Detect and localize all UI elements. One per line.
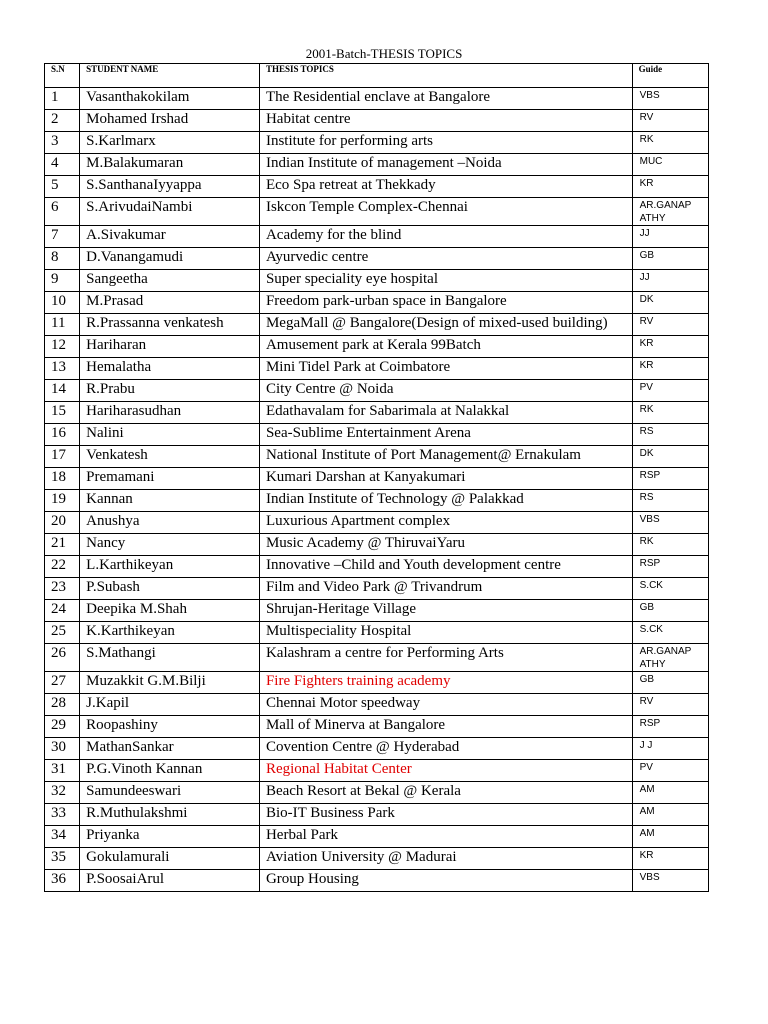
row-thesis-topic: Multispeciality Hospital bbox=[259, 622, 632, 644]
thesis-table bbox=[44, 63, 709, 892]
row-guide: RS bbox=[632, 424, 708, 446]
row-thesis-topic: Chennai Motor speedway bbox=[259, 694, 632, 716]
row-sn: 28 bbox=[45, 694, 80, 716]
row-sn: 11 bbox=[45, 314, 80, 336]
table-row bbox=[45, 314, 709, 336]
row-student-name: Kannan bbox=[80, 490, 260, 512]
row-thesis-topic: Kumari Darshan at Kanyakumari bbox=[259, 468, 632, 490]
table-row bbox=[45, 446, 709, 468]
table-row bbox=[45, 644, 709, 672]
row-thesis-topic: Beach Resort at Bekal @ Kerala bbox=[259, 782, 632, 804]
row-thesis-topic: Indian Institute of Technology @ Palakkad bbox=[259, 490, 632, 512]
row-student-name: P.SoosaiArul bbox=[80, 870, 260, 892]
row-sn: 30 bbox=[45, 738, 80, 760]
table-row bbox=[45, 848, 709, 870]
document-title: 2001-Batch-THESIS TOPICS bbox=[305, 46, 463, 61]
header-student-name: STUDENT NAME bbox=[80, 64, 260, 88]
row-thesis-topic: Aviation University @ Madurai bbox=[259, 848, 632, 870]
row-thesis-topic: Bio-IT Business Park bbox=[259, 804, 632, 826]
row-thesis-topic: National Institute of Port Management@ Ernakulam bbox=[259, 446, 632, 468]
table-row bbox=[45, 336, 709, 358]
row-guide: RK bbox=[632, 132, 708, 154]
row-guide: GB bbox=[632, 600, 708, 622]
row-guide: AM bbox=[632, 782, 708, 804]
row-sn: 13 bbox=[45, 358, 80, 380]
row-guide: KR bbox=[632, 358, 708, 380]
row-sn: 35 bbox=[45, 848, 80, 870]
row-student-name: S.SanthanaIyyappa bbox=[80, 176, 260, 198]
row-sn: 27 bbox=[45, 672, 80, 694]
row-student-name: D.Vanangamudi bbox=[80, 248, 260, 270]
row-student-name: K.Karthikeyan bbox=[80, 622, 260, 644]
table-row bbox=[45, 132, 709, 154]
row-student-name: M.Balakumaran bbox=[80, 154, 260, 176]
row-guide: PV bbox=[632, 760, 708, 782]
row-thesis-topic: MegaMall @ Bangalore(Design of mixed-used building) bbox=[259, 314, 632, 336]
row-guide: PV bbox=[632, 380, 708, 402]
row-guide: DK bbox=[632, 292, 708, 314]
row-sn: 4 bbox=[45, 154, 80, 176]
row-sn: 8 bbox=[45, 248, 80, 270]
row-student-name: S.Karlmarx bbox=[80, 132, 260, 154]
row-sn: 3 bbox=[45, 132, 80, 154]
table-row bbox=[45, 738, 709, 760]
row-student-name: S.ArivudaiNambi bbox=[80, 198, 260, 226]
row-student-name: Gokulamurali bbox=[80, 848, 260, 870]
row-thesis-topic: Institute for performing arts bbox=[259, 132, 632, 154]
row-guide: S.CK bbox=[632, 578, 708, 600]
row-thesis-topic: Mall of Minerva at Bangalore bbox=[259, 716, 632, 738]
table-row bbox=[45, 88, 709, 110]
row-sn: 31 bbox=[45, 760, 80, 782]
row-guide: JJ bbox=[632, 226, 708, 248]
table-row bbox=[45, 292, 709, 314]
table-row bbox=[45, 716, 709, 738]
row-sn: 26 bbox=[45, 644, 80, 672]
row-sn: 7 bbox=[45, 226, 80, 248]
row-student-name: Vasanthakokilam bbox=[80, 88, 260, 110]
row-sn: 14 bbox=[45, 380, 80, 402]
row-sn: 24 bbox=[45, 600, 80, 622]
row-guide: RK bbox=[632, 402, 708, 424]
table-row bbox=[45, 512, 709, 534]
row-student-name: Samundeeswari bbox=[80, 782, 260, 804]
row-guide: RK bbox=[632, 534, 708, 556]
row-guide: MUC bbox=[632, 154, 708, 176]
row-sn: 20 bbox=[45, 512, 80, 534]
row-sn: 1 bbox=[45, 88, 80, 110]
row-sn: 12 bbox=[45, 336, 80, 358]
row-student-name: A.Sivakumar bbox=[80, 226, 260, 248]
row-sn: 18 bbox=[45, 468, 80, 490]
table-row bbox=[45, 556, 709, 578]
row-guide: AM bbox=[632, 804, 708, 826]
row-guide: GB bbox=[632, 248, 708, 270]
row-student-name: R.Prabu bbox=[80, 380, 260, 402]
row-student-name: P.G.Vinoth Kannan bbox=[80, 760, 260, 782]
table-row bbox=[45, 622, 709, 644]
row-thesis-topic: Habitat centre bbox=[259, 110, 632, 132]
row-guide: GB bbox=[632, 672, 708, 694]
row-sn: 33 bbox=[45, 804, 80, 826]
row-student-name: R.Prassanna venkatesh bbox=[80, 314, 260, 336]
row-guide: AM bbox=[632, 826, 708, 848]
row-student-name: Hariharasudhan bbox=[80, 402, 260, 424]
row-student-name: Anushya bbox=[80, 512, 260, 534]
header-thesis-topics: THESIS TOPICS bbox=[259, 64, 632, 88]
row-sn: 21 bbox=[45, 534, 80, 556]
row-sn: 29 bbox=[45, 716, 80, 738]
row-guide: RSP bbox=[632, 468, 708, 490]
row-thesis-topic: Edathavalam for Sabarimala at Nalakkal bbox=[259, 402, 632, 424]
row-sn: 5 bbox=[45, 176, 80, 198]
row-student-name: J.Kapil bbox=[80, 694, 260, 716]
row-student-name: P.Subash bbox=[80, 578, 260, 600]
row-sn: 2 bbox=[45, 110, 80, 132]
row-student-name: Roopashiny bbox=[80, 716, 260, 738]
row-student-name: M.Prasad bbox=[80, 292, 260, 314]
row-student-name: Sangeetha bbox=[80, 270, 260, 292]
row-sn: 17 bbox=[45, 446, 80, 468]
row-sn: 32 bbox=[45, 782, 80, 804]
row-thesis-topic: Herbal Park bbox=[259, 826, 632, 848]
row-sn: 9 bbox=[45, 270, 80, 292]
row-thesis-topic: Ayurvedic centre bbox=[259, 248, 632, 270]
row-student-name: S.Mathangi bbox=[80, 644, 260, 672]
row-sn: 6 bbox=[45, 198, 80, 226]
table-row bbox=[45, 804, 709, 826]
row-guide: DK bbox=[632, 446, 708, 468]
row-guide: RSP bbox=[632, 716, 708, 738]
row-sn: 16 bbox=[45, 424, 80, 446]
table-row bbox=[45, 402, 709, 424]
table-row bbox=[45, 870, 709, 892]
table-row bbox=[45, 468, 709, 490]
table-row bbox=[45, 358, 709, 380]
row-thesis-topic: Covention Centre @ Hyderabad bbox=[259, 738, 632, 760]
table-row bbox=[45, 826, 709, 848]
table-row bbox=[45, 248, 709, 270]
row-sn: 22 bbox=[45, 556, 80, 578]
table-row bbox=[45, 694, 709, 716]
row-guide: JJ bbox=[632, 270, 708, 292]
header-guide: Guide bbox=[632, 64, 708, 88]
row-guide: RSP bbox=[632, 556, 708, 578]
row-guide: RV bbox=[632, 694, 708, 716]
table-row bbox=[45, 600, 709, 622]
row-student-name: R.Muthulakshmi bbox=[80, 804, 260, 826]
row-guide: KR bbox=[632, 848, 708, 870]
table-row bbox=[45, 672, 709, 694]
row-sn: 25 bbox=[45, 622, 80, 644]
row-student-name: Premamani bbox=[80, 468, 260, 490]
row-guide: AR.GANAP ATHY bbox=[632, 198, 708, 226]
row-thesis-topic: Shrujan-Heritage Village bbox=[259, 600, 632, 622]
row-student-name: Venkatesh bbox=[80, 446, 260, 468]
row-student-name: Mohamed Irshad bbox=[80, 110, 260, 132]
row-student-name: Muzakkit G.M.Bilji bbox=[80, 672, 260, 694]
table-row bbox=[45, 176, 709, 198]
table-row bbox=[45, 270, 709, 292]
row-thesis-topic: The Residential enclave at Bangalore bbox=[259, 88, 632, 110]
table-row bbox=[45, 578, 709, 600]
header-sn: S.N bbox=[45, 64, 80, 88]
table-row bbox=[45, 534, 709, 556]
row-thesis-topic: Iskcon Temple Complex-Chennai bbox=[259, 198, 632, 226]
row-thesis-topic: City Centre @ Noida bbox=[259, 380, 632, 402]
row-guide: VBS bbox=[632, 88, 708, 110]
row-thesis-topic: Fire Fighters training academy bbox=[259, 672, 632, 694]
row-guide: VBS bbox=[632, 870, 708, 892]
row-thesis-topic: Film and Video Park @ Trivandrum bbox=[259, 578, 632, 600]
table-row bbox=[45, 226, 709, 248]
row-thesis-topic: Regional Habitat Center bbox=[259, 760, 632, 782]
row-thesis-topic: Innovative –Child and Youth development centre bbox=[259, 556, 632, 578]
table-header-row bbox=[45, 64, 709, 88]
row-student-name: Hariharan bbox=[80, 336, 260, 358]
row-thesis-topic: Kalashram a centre for Performing Arts bbox=[259, 644, 632, 672]
table-row bbox=[45, 424, 709, 446]
table-row bbox=[45, 760, 709, 782]
row-sn: 15 bbox=[45, 402, 80, 424]
row-thesis-topic: Academy for the blind bbox=[259, 226, 632, 248]
table-row bbox=[45, 154, 709, 176]
row-thesis-topic: Eco Spa retreat at Thekkady bbox=[259, 176, 632, 198]
table-body bbox=[45, 88, 709, 892]
table-row bbox=[45, 380, 709, 402]
row-guide: VBS bbox=[632, 512, 708, 534]
row-thesis-topic: Freedom park-urban space in Bangalore bbox=[259, 292, 632, 314]
row-thesis-topic: Luxurious Apartment complex bbox=[259, 512, 632, 534]
row-student-name: Nalini bbox=[80, 424, 260, 446]
row-guide: RV bbox=[632, 110, 708, 132]
row-thesis-topic: Sea-Sublime Entertainment Arena bbox=[259, 424, 632, 446]
table-row bbox=[45, 490, 709, 512]
table-row bbox=[45, 782, 709, 804]
row-guide: J J bbox=[632, 738, 708, 760]
row-thesis-topic: Group Housing bbox=[259, 870, 632, 892]
row-student-name: L.Karthikeyan bbox=[80, 556, 260, 578]
row-thesis-topic: Indian Institute of management –Noida bbox=[259, 154, 632, 176]
row-guide: RS bbox=[632, 490, 708, 512]
row-sn: 36 bbox=[45, 870, 80, 892]
row-student-name: Deepika M.Shah bbox=[80, 600, 260, 622]
table-row bbox=[45, 110, 709, 132]
table-row bbox=[45, 198, 709, 226]
row-guide: AR.GANAP ATHY bbox=[632, 644, 708, 672]
row-guide: RV bbox=[632, 314, 708, 336]
row-sn: 34 bbox=[45, 826, 80, 848]
row-guide: KR bbox=[632, 176, 708, 198]
row-guide: S.CK bbox=[632, 622, 708, 644]
row-student-name: MathanSankar bbox=[80, 738, 260, 760]
row-student-name: Hemalatha bbox=[80, 358, 260, 380]
row-guide: KR bbox=[632, 336, 708, 358]
row-student-name: Priyanka bbox=[80, 826, 260, 848]
row-student-name: Nancy bbox=[80, 534, 260, 556]
row-sn: 19 bbox=[45, 490, 80, 512]
row-thesis-topic: Music Academy @ ThiruvaiYaru bbox=[259, 534, 632, 556]
row-sn: 10 bbox=[45, 292, 80, 314]
row-thesis-topic: Amusement park at Kerala 99Batch bbox=[259, 336, 632, 358]
row-thesis-topic: Mini Tidel Park at Coimbatore bbox=[259, 358, 632, 380]
row-sn: 23 bbox=[45, 578, 80, 600]
row-thesis-topic: Super speciality eye hospital bbox=[259, 270, 632, 292]
